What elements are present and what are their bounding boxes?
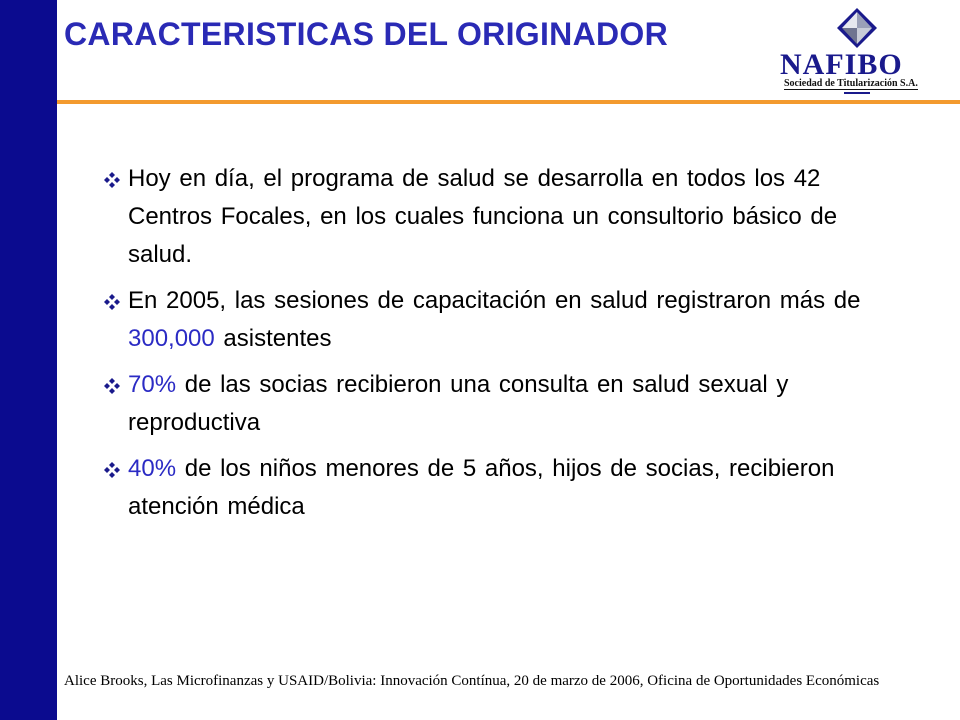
diamond-logo-icon: [834, 6, 880, 54]
highlight-value: 70%: [128, 371, 177, 398]
left-sidebar-band: [0, 0, 57, 720]
bullet-text: asistentes: [214, 325, 332, 352]
diamond-bullet-icon: [104, 462, 120, 478]
diamond-bullet-icon: [104, 294, 120, 310]
highlight-value: 40%: [128, 455, 177, 482]
logo-wordmark: NAFIBO: [780, 48, 903, 81]
bullet-item: [104, 366, 904, 442]
bullet-text: de las socias recibieron una consulta en salud sexual y reproductiva: [128, 371, 789, 436]
title-divider: [57, 100, 960, 104]
bullet-item: [104, 160, 904, 274]
bullet-text: Hoy en día, el programa de salud se desarrolla en todos los 42 Centros Focales, en los cuales funciona un consultorio básico de salud.: [128, 165, 838, 268]
diamond-bullet-icon: [104, 172, 120, 188]
bullet-list: [104, 160, 904, 534]
footer-citation: Alice Brooks, Las Microfinanzas y USAID/Bolivia: Innovación Contínua, 20 de marzo de 2006, Oficina de Oportunidades Económicas: [64, 673, 880, 689]
bullet-text: de los niños menores de 5 años, hijos de socias, recibieron atención médica: [128, 455, 835, 520]
nafibo-logo: [772, 6, 944, 98]
bullet-text: En 2005, las sesiones de capacitación en salud registraron más de: [128, 287, 861, 314]
logo-subtitle: Sociedad de Titularización S.A.: [784, 78, 918, 89]
slide-title: CARACTERISTICAS DEL ORIGINADOR: [64, 16, 668, 52]
diamond-bullet-icon: [104, 378, 120, 394]
highlight-value: 300,000: [128, 325, 215, 352]
bullet-item: [104, 450, 904, 526]
logo-underline: [844, 92, 870, 94]
bullet-item: [104, 282, 904, 358]
